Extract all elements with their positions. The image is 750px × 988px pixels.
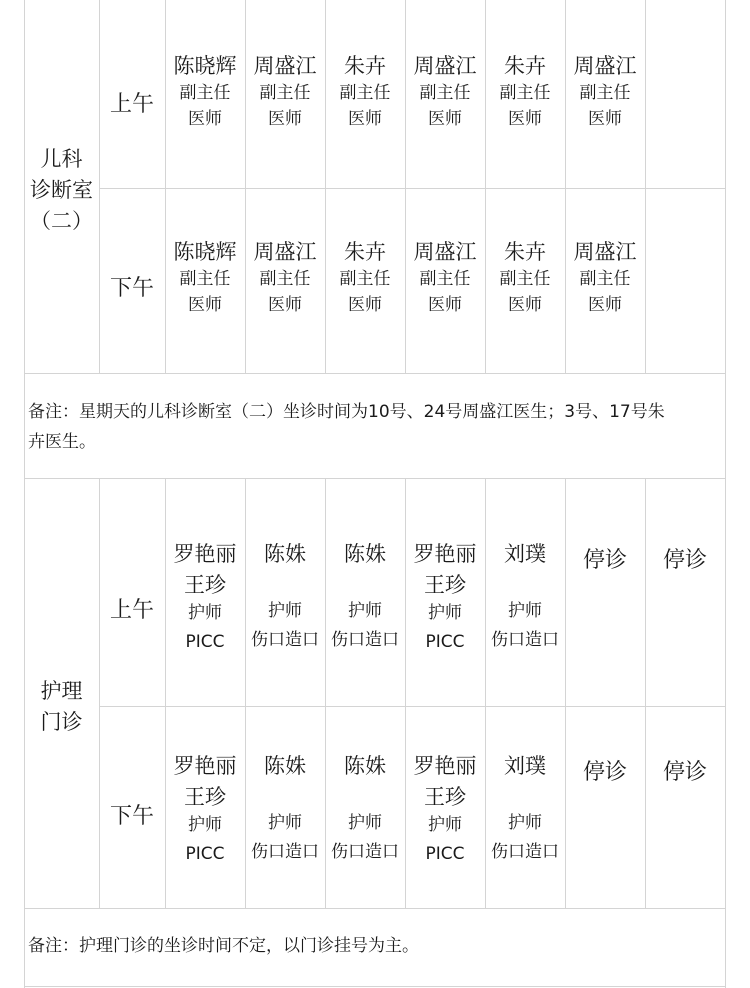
schedule-cell (565, 52, 645, 142)
grid-line (24, 908, 726, 909)
schedule-cell (485, 750, 565, 874)
clinic-service: 伤口造口 (251, 630, 319, 650)
doctor-title: 医师 (188, 109, 222, 129)
dept-line: 儿科 (40, 146, 83, 171)
schedule-cell (485, 52, 565, 142)
doctor-name: 朱卉 (504, 54, 546, 78)
nurse-role: 护师 (268, 601, 302, 621)
doctor-title: 副主任 (259, 269, 311, 289)
nurse-name: 王珍 (184, 573, 226, 597)
schedule-cell (485, 538, 565, 662)
doctor-name: 周盛江 (413, 54, 477, 78)
doctor-title: 医师 (588, 109, 622, 129)
schedule-cell (325, 238, 405, 328)
clinic-service: PICC (185, 632, 225, 652)
schedule-cell (485, 238, 565, 328)
doctor-name: 朱卉 (344, 54, 386, 78)
doctor-title: 副主任 (579, 83, 631, 103)
nurse-name: 王珍 (424, 785, 466, 809)
doctor-title: 医师 (508, 295, 542, 315)
clinic-closed-label: 停诊 (662, 547, 707, 573)
schedule-cell (325, 52, 405, 142)
clinic-service: 伤口造口 (331, 842, 399, 862)
period-morning: 上午 (109, 597, 154, 623)
dept-line: 护理 (40, 679, 83, 703)
schedule-cell (245, 238, 325, 328)
nurse-role: 护师 (508, 601, 542, 621)
clinic-service: 伤口造口 (331, 630, 399, 650)
schedule-cell (245, 52, 325, 142)
nurse-role: 护师 (188, 603, 222, 623)
nurse-name: 罗艳丽 (413, 754, 477, 778)
clinic-service: PICC (185, 844, 225, 864)
schedule-cell (565, 238, 645, 328)
schedule-cell (165, 538, 245, 662)
nurse-name: 罗艳丽 (413, 542, 477, 566)
grid-line (99, 188, 726, 189)
nurse-name: 陈姝 (264, 754, 306, 778)
doctor-title: 医师 (188, 295, 222, 315)
doctor-title: 医师 (428, 295, 462, 315)
clinic-service: PICC (425, 844, 465, 864)
schedule-cell (165, 750, 245, 874)
doctor-title: 医师 (268, 295, 302, 315)
nurse-name: 刘璞 (504, 542, 546, 566)
dept-label-nursing-clinic (24, 674, 99, 740)
schedule-cell (405, 52, 485, 142)
doctor-title: 副主任 (419, 83, 471, 103)
doctor-title: 医师 (428, 109, 462, 129)
grid-line (99, 706, 726, 707)
nurse-name: 陈姝 (264, 542, 306, 566)
schedule-note: 备注：护理门诊的坐诊时间不定，以门诊挂号为主。 (28, 936, 419, 956)
schedule-cell (245, 538, 325, 662)
clinic-service: 伤口造口 (251, 842, 319, 862)
schedule-cell (405, 538, 485, 662)
doctor-title: 副主任 (259, 83, 311, 103)
dept-label-pediatric-diagnosis (24, 140, 99, 240)
nurse-name: 陈姝 (344, 542, 386, 566)
nurse-name: 罗艳丽 (173, 754, 237, 778)
dept-line: 门诊 (40, 710, 83, 734)
doctor-name: 朱卉 (344, 240, 386, 264)
doctor-title: 副主任 (179, 83, 231, 103)
clinic-closed-label: 停诊 (582, 759, 627, 785)
doctor-name: 周盛江 (573, 240, 637, 264)
doctor-name: 周盛江 (253, 240, 317, 264)
nurse-name: 王珍 (424, 573, 466, 597)
table-border-right (725, 0, 726, 988)
nurse-name: 王珍 (184, 785, 226, 809)
clinic-closed-label: 停诊 (662, 759, 707, 785)
doctor-title: 医师 (508, 109, 542, 129)
grid-line (24, 373, 726, 374)
doctor-name: 陈晓辉 (173, 240, 237, 264)
schedule-cell (245, 750, 325, 874)
schedule-note (28, 397, 723, 457)
doctor-name: 朱卉 (504, 240, 546, 264)
doctor-title: 副主任 (179, 269, 231, 289)
doctor-title: 医师 (588, 295, 622, 315)
doctor-title: 副主任 (579, 269, 631, 289)
doctor-name: 周盛江 (253, 54, 317, 78)
dept-line: （二） (30, 208, 93, 233)
schedule-cell (325, 538, 405, 662)
grid-line (24, 478, 726, 479)
dept-line: 诊断室 (30, 177, 93, 202)
period-morning: 上午 (109, 91, 154, 117)
clinic-service: 伤口造口 (491, 630, 559, 650)
clinic-closed-label: 停诊 (582, 547, 627, 573)
doctor-name: 周盛江 (413, 240, 477, 264)
doctor-name: 陈晓辉 (173, 54, 237, 78)
nurse-role: 护师 (188, 815, 222, 835)
period-afternoon: 下午 (109, 275, 154, 301)
schedule-cell (405, 238, 485, 328)
nurse-role: 护师 (428, 815, 462, 835)
grid-line (24, 986, 726, 987)
nurse-name: 陈姝 (344, 754, 386, 778)
schedule-cell (165, 238, 245, 328)
nurse-role: 护师 (508, 813, 542, 833)
clinic-service: 伤口造口 (491, 842, 559, 862)
nurse-name: 刘璞 (504, 754, 546, 778)
doctor-title: 副主任 (419, 269, 471, 289)
clinic-service: PICC (425, 632, 465, 652)
nurse-role: 护师 (428, 603, 462, 623)
schedule-cell (325, 750, 405, 874)
nurse-role: 护师 (348, 601, 382, 621)
doctor-title: 医师 (268, 109, 302, 129)
doctor-title: 副主任 (339, 83, 391, 103)
doctor-title: 副主任 (499, 83, 551, 103)
grid-line (99, 478, 100, 908)
doctor-title: 副主任 (339, 269, 391, 289)
period-afternoon: 下午 (109, 803, 154, 829)
grid-line (99, 0, 100, 373)
doctor-title: 医师 (348, 109, 382, 129)
doctor-title: 副主任 (499, 269, 551, 289)
note-line: 卉医生。 (28, 432, 96, 452)
schedule-cell (165, 52, 245, 142)
note-line: 备注：星期天的儿科诊断室（二）坐诊时间为10号、24号周盛江医生；3号、17号朱 (28, 402, 665, 422)
doctor-title: 医师 (348, 295, 382, 315)
nurse-name: 罗艳丽 (173, 542, 237, 566)
grid-line (645, 0, 646, 373)
nurse-role: 护师 (348, 813, 382, 833)
schedule-cell (405, 750, 485, 874)
doctor-name: 周盛江 (573, 54, 637, 78)
nurse-role: 护师 (268, 813, 302, 833)
